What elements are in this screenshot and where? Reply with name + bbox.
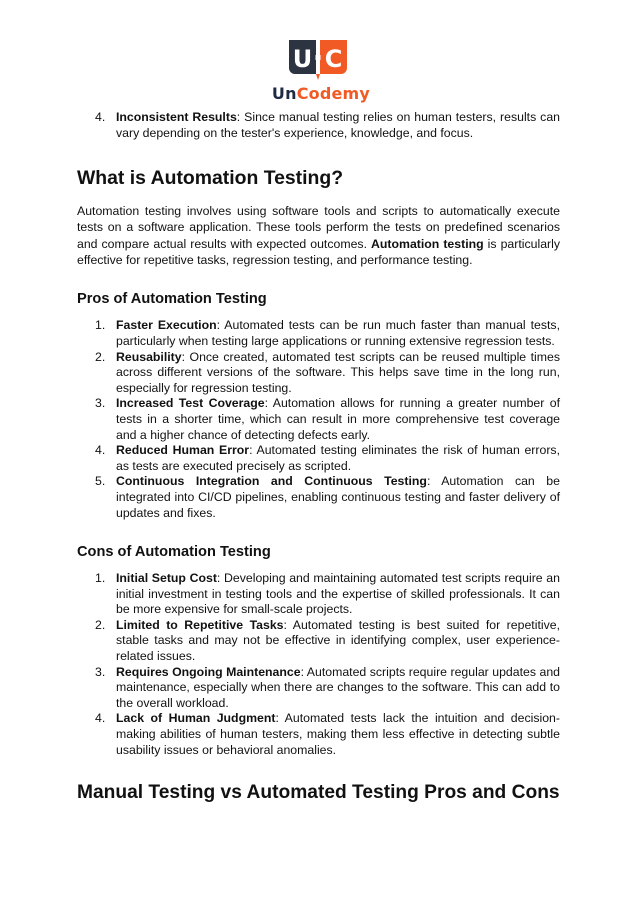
list-number: 4.: [95, 443, 106, 458]
list-term: Reduced Human Error: [116, 443, 250, 458]
list-term: Initial Setup Cost: [116, 571, 217, 586]
list-text: : Automated tests can be run much faster than manual tests, particularly when testing large applications or running extensive regression tests.: [116, 318, 560, 348]
list-text: : Automated testing eliminates the risk of human errors, as tests are executed precisely as scripted.: [116, 443, 560, 473]
list-text: : Automated testing is best suited for repetitive, stable tasks and may not be effective in identifying complex, user experience-related issues.: [116, 617, 560, 664]
logo-wordmark-un: Un: [271, 84, 297, 103]
section-heading-automation: What is Automation Testing?: [77, 167, 344, 190]
list-term: Continuous Integration and Continuous Testing: [116, 474, 427, 489]
list-term: Increased Test Coverage: [116, 396, 265, 411]
paragraph-text: Automation testing involves using software tools and scripts to automatically execute tests on a software application. These tools perform the tests on predefined scenarios and compare actual results with expected outcomes.: [77, 204, 560, 251]
list-item: [77, 618, 560, 665]
list-number: 1.: [95, 571, 106, 586]
list-item: [77, 665, 560, 712]
list-number: 2.: [95, 349, 106, 364]
logo-mark-icon: [289, 40, 347, 80]
list-item: [77, 474, 560, 521]
list-number: 4.: [95, 711, 106, 726]
list-term: Limited to Repetitive Tasks: [116, 617, 284, 632]
list-term: Inconsistent Results: [116, 110, 237, 124]
cons-heading: Cons of Automation Testing: [77, 544, 271, 561]
section-heading-comparison: Manual Testing vs Automated Testing Pros and Cons: [77, 782, 560, 804]
list-item: [77, 350, 560, 397]
list-text: : Automated tests lack the intuition and decision-making abilities of human testers, making them less effective in detecting subtle usability issues or behavioral anomalies.: [116, 711, 560, 757]
list-item: [77, 318, 560, 349]
list-item: [77, 396, 560, 443]
list-item: [77, 711, 560, 758]
uncodemy-logo: [266, 40, 376, 106]
logo-letter-u: U: [292, 45, 313, 73]
list-number: 3.: [95, 396, 106, 411]
list-number: 1.: [95, 318, 106, 333]
list-text: : Since manual testing relies on human testers, results can vary depending on the tester's experience, knowledge, and focus.: [116, 110, 561, 140]
list-item: [77, 443, 560, 474]
list-text: : Once created, automated test scripts can be reused multiple times across different versions of the software. This helps save time in the long run, especially for regression testing.: [116, 349, 560, 395]
list-text: : Developing and maintaining automated test scripts require an initial investment in testing tools and the expertise of skilled professionals. It can be more expensive for small-scale projects.: [116, 571, 560, 617]
intro-list: [77, 110, 560, 141]
list-term: Lack of Human Judgment: [116, 711, 276, 726]
list-number: 2.: [95, 617, 106, 632]
pros-list: [77, 318, 560, 521]
list-text: : Automation can be integrated into CI/CD pipelines, enabling continuous testing and faster delivery of updates and fixes.: [116, 474, 560, 520]
list-number: 4.: [95, 110, 106, 124]
logo-wordmark: [266, 84, 376, 103]
logo-wordmark-codemy: Codemy: [296, 84, 371, 103]
logo-letter-c: C: [324, 45, 343, 73]
paragraph-bold: Automation testing: [371, 236, 484, 251]
list-number: 5.: [95, 474, 106, 489]
list-item: [77, 571, 560, 618]
automation-paragraph: [77, 203, 560, 268]
paragraph-text: is particularly effective for repetitive tasks, regression testing, and performance testing.: [77, 236, 561, 268]
list-text: : Automation allows for running a greater number of tests in a shorter time, which can result in more comprehensive test coverage and a higher chance of detecting defects early.: [116, 396, 560, 442]
list-item: [77, 110, 560, 141]
pros-heading: Pros of Automation Testing: [77, 291, 267, 308]
list-term: Faster Execution: [116, 318, 217, 333]
list-term: Requires Ongoing Maintenance: [116, 664, 301, 679]
document-content: [77, 110, 560, 818]
list-text: : Automated scripts require regular updates and maintenance, especially when there are changes to the software. This can add to the overall workload.: [116, 664, 560, 710]
cons-list: [77, 571, 560, 758]
list-term: Reusability: [116, 349, 182, 364]
list-number: 3.: [95, 664, 106, 679]
